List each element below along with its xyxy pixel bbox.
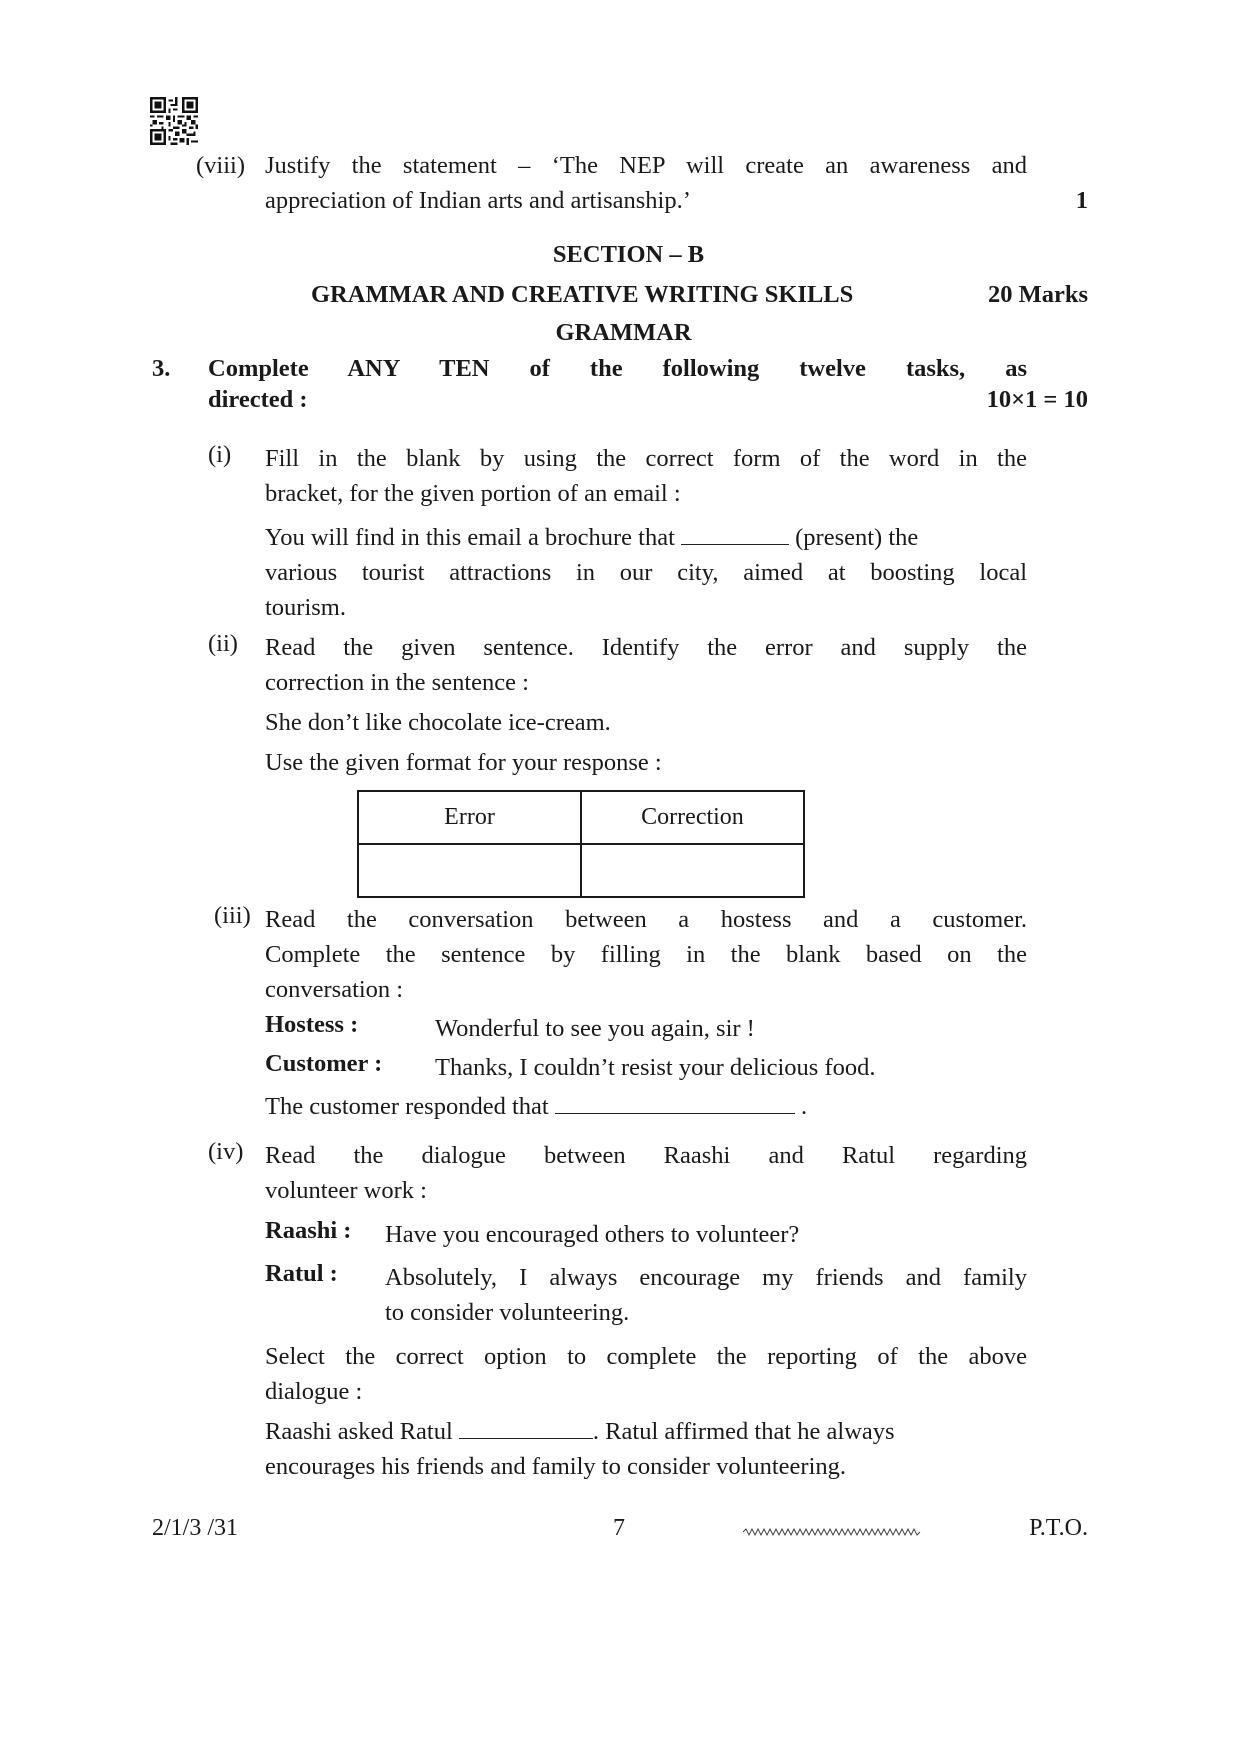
completion-line <box>265 1089 1027 1124</box>
passage-line: various tourist attractions in our city, aimed at boosting local <box>265 559 1027 586</box>
fill-in-blank <box>681 522 789 545</box>
report-line: encourages his friends and family to consider volunteering. <box>265 1453 847 1480</box>
dialogue-speaker: Hostess : <box>265 1011 359 1038</box>
task-label: (iii) <box>214 902 251 929</box>
question-text: appreciation of Indian arts and artisanship.’ <box>265 187 691 214</box>
dialogue-text: Absolutely, I always encourage my friends and family <box>385 1264 1027 1291</box>
section-title: SECTION – B <box>552 241 705 268</box>
passage-line <box>265 520 1027 555</box>
table-header-correction: Correction <box>581 791 804 844</box>
page-number: 7 <box>613 1515 625 1541</box>
task-instruction: volunteer work : <box>265 1177 427 1204</box>
table-header-error: Error <box>358 791 581 844</box>
task-instruction: Read the dialogue between Raashi and Ratul regarding <box>265 1142 1027 1169</box>
qr-code <box>150 97 198 145</box>
task-instruction: Fill in the blank by using the correct form of the word in the <box>265 445 1027 472</box>
task-instruction: dialogue : <box>265 1378 363 1405</box>
report-text: Raashi asked Ratul <box>265 1418 453 1445</box>
table-cell-correction <box>581 844 804 897</box>
section-subtitle: GRAMMAR AND CREATIVE WRITING SKILLS <box>311 281 854 308</box>
task-label: (ii) <box>208 630 238 657</box>
pto-text: P.T.O. <box>1029 1515 1088 1541</box>
passage-text: (present) the <box>795 524 919 551</box>
task-instruction: Select the correct option to complete the reporting of the above <box>265 1343 1027 1370</box>
dialogue-text: Have you encouraged others to volunteer? <box>385 1221 800 1248</box>
table-cell-error <box>358 844 581 897</box>
marks: 1 <box>1075 187 1088 214</box>
section-heading: GRAMMAR <box>555 319 692 346</box>
dialogue-text: to consider volunteering. <box>385 1299 630 1326</box>
dialogue-speaker: Raashi : <box>265 1217 352 1244</box>
completion-text: . <box>800 1093 808 1120</box>
question-text: directed : <box>208 386 308 413</box>
report-line <box>265 1414 1027 1449</box>
task-instruction: Read the conversation between a hostess and a customer. <box>265 906 1027 933</box>
passage-line: tourism. <box>265 594 346 621</box>
paper-code: 2/1/3 /31 <box>152 1515 239 1541</box>
error-correction-table <box>357 790 805 898</box>
task-instruction: Read the given sentence. Identify the error and supply the <box>265 634 1027 661</box>
question-text: Justify the statement – ‘The NEP will create an awareness and <box>265 152 1027 179</box>
dialogue-text: Thanks, I couldn’t resist your delicious food. <box>435 1054 876 1081</box>
given-sentence: She don’t like chocolate ice-cream. <box>265 709 611 736</box>
task-instruction: bracket, for the given portion of an email : <box>265 480 681 507</box>
dialogue-text: Wonderful to see you again, sir ! <box>435 1015 755 1042</box>
dialogue-speaker: Customer : <box>265 1050 383 1077</box>
dialogue-speaker: Ratul : <box>265 1260 338 1287</box>
task-instruction: conversation : <box>265 976 404 1003</box>
question-label: (viii) <box>196 152 245 179</box>
report-text: . Ratul affirmed that he always <box>592 1418 895 1445</box>
task-instruction: correction in the sentence : <box>265 669 529 696</box>
task-instruction: Complete the sentence by filling in the blank based on the <box>265 941 1027 968</box>
wavy-line-decoration <box>743 1526 921 1538</box>
section-marks: 20 Marks <box>987 281 1088 308</box>
marks: 10×1 = 10 <box>986 386 1088 413</box>
completion-text: The customer responded that <box>265 1093 549 1120</box>
task-label: (i) <box>208 441 232 468</box>
question-number: 3. <box>152 355 171 382</box>
fill-in-blank <box>459 1416 593 1439</box>
passage-text: You will find in this email a brochure that <box>265 524 675 551</box>
question-text: Complete ANY TEN of the following twelve tasks, as <box>208 355 1027 382</box>
fill-in-blank <box>555 1091 795 1114</box>
format-note: Use the given format for your response : <box>265 749 662 776</box>
task-label: (iv) <box>208 1138 244 1165</box>
